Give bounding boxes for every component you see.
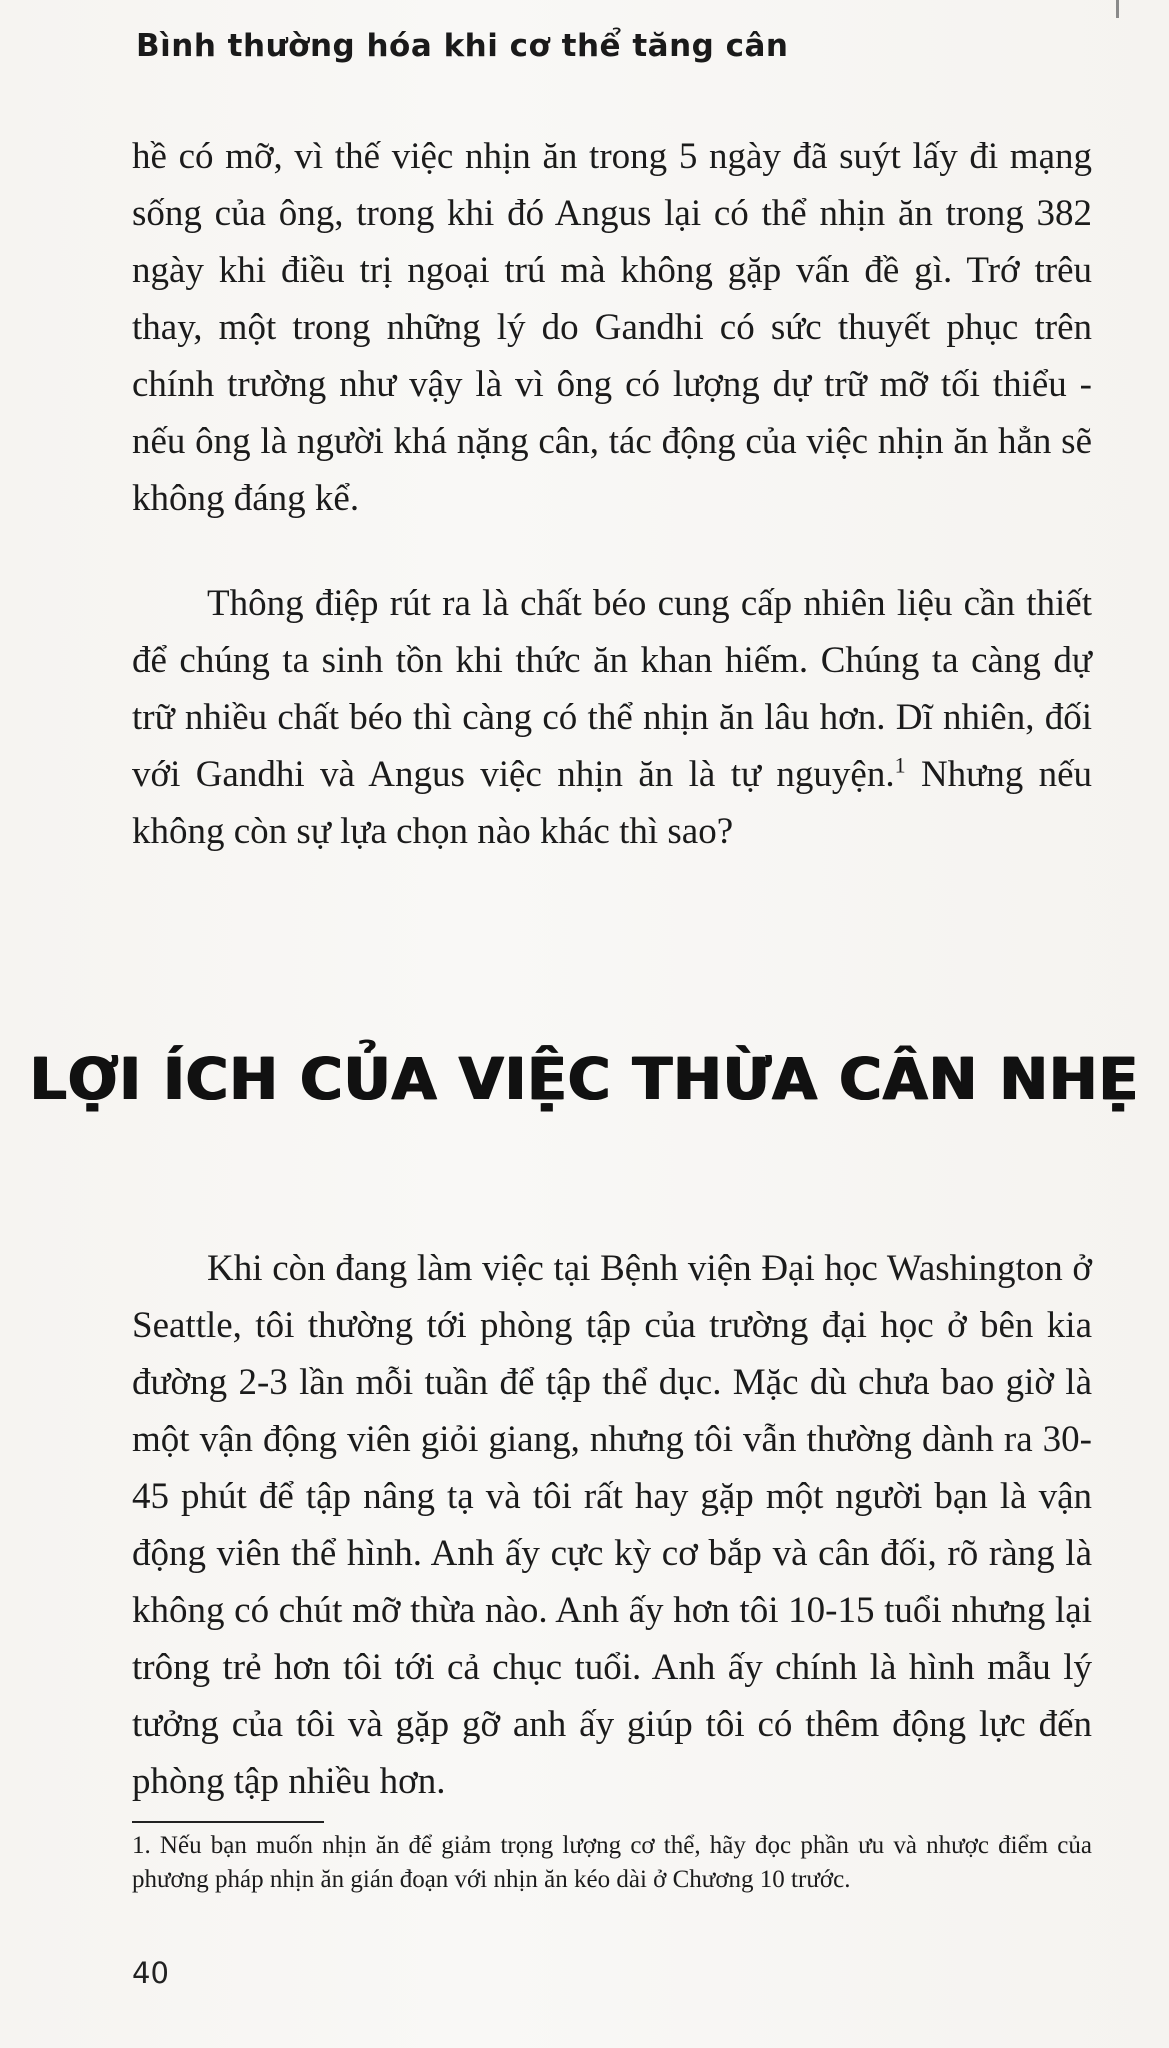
footnote-ref: 1 bbox=[894, 752, 906, 778]
page-edge-mark bbox=[1116, 0, 1119, 18]
paragraph-continued: hề có mỡ, vì thế việc nhịn ăn trong 5 ngày đã suýt lấy đi mạng sống của ông, trong khi đó Angus lại có thể nhịn ăn trong 382 ngày khi điều trị ngoại trú mà không gặp vấn đề gì. Trớ trêu thay, một trong những lý do Gandhi có sức thuyết phục trên chính trường như vậy là vì ông có lượng dự trữ mỡ tối thiểu - nếu ông là người khá nặng cân, tác động của việc nhịn ăn hẳn sẽ không đáng kể. bbox=[132, 136, 1092, 519]
footnote-divider bbox=[132, 1821, 324, 1823]
footnote: 1. Nếu bạn muốn nhịn ăn để giảm trọng lượng cơ thể, hãy đọc phần ưu và nhược điểm của phương pháp nhịn ăn gián đoạn với nhịn ăn kéo dài ở Chương 10 trước. bbox=[132, 1832, 1092, 1893]
page-number: 40 bbox=[132, 1956, 169, 1990]
paragraph-tail: Nhưng nếu không còn sự lựa chọn nào khác thì sao? bbox=[132, 754, 1093, 852]
paragraph-story: Khi còn đang làm việc tại Bệnh viện Đại học Washington ở Seattle, tôi thường tới phòng tập của trường đại học ở bên kia đường 2-3 lần mỗi tuần để tập thể dục. Mặc dù chưa bao giờ là một vận động viên giỏi giang, nhưng tôi vẫn thường dành ra 30-45 phút để tập nâng tạ và tôi rất hay gặp một người bạn là vận động viên thể hình. Anh ấy cực kỳ cơ bắp và cân đối, rõ ràng là không có chút mỡ thừa nào. Anh ấy hơn tôi 10-15 tuổi nhưng lại trông trẻ hơn tôi tới cả chục tuổi. Anh ấy chính là hình mẫu lý tưởng của tôi và gặp gỡ anh ấy giúp tôi có thêm động lực đến phòng tập nhiều hơn. bbox=[132, 1248, 1092, 1802]
section-heading: LỢI ÍCH CỦA VIỆC THỪA CÂN NHẸ bbox=[29, 1045, 1140, 1113]
running-head: Bình thường hóa khi cơ thể tăng cân bbox=[136, 28, 789, 64]
paragraph-text: Thông điệp rút ra là chất béo cung cấp nhiên liệu cần thiết để chúng ta sinh tồn khi thức ăn khan hiếm. Chúng ta càng dự trữ nhiều chất béo thì càng có thể nhịn ăn lâu hơn. Dĩ nhiên, đối với Gandhi và Angus việc nhịn ăn là tự nguyện. bbox=[132, 583, 1092, 795]
paragraph-message bbox=[132, 575, 1092, 860]
